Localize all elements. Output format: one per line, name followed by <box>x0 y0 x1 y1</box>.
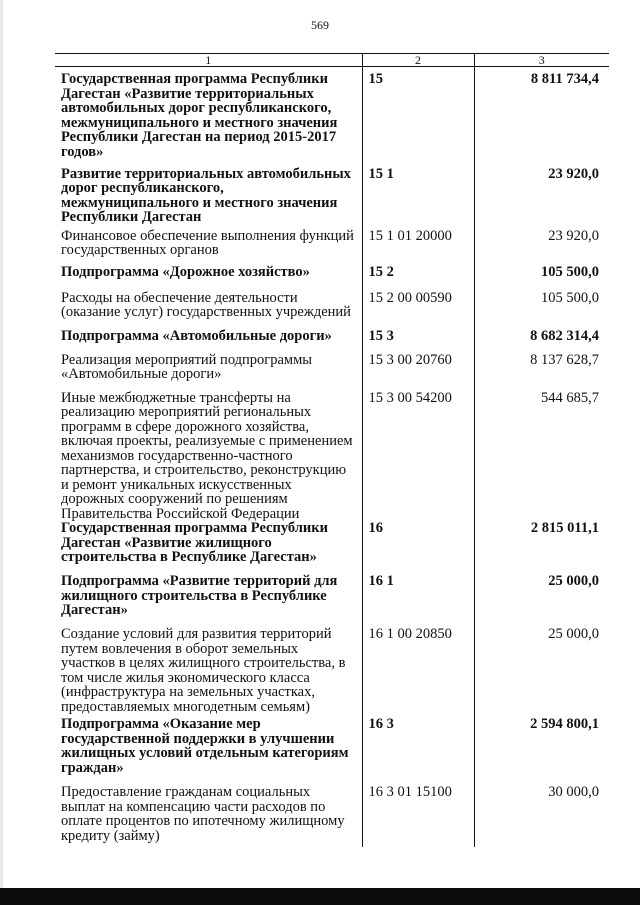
row-code: 15 2 <box>362 265 474 291</box>
row-amount: 544 685,7 <box>541 389 599 406</box>
row-name: Развитие территориальных автомобильных дорог республиканского, межмуниципального и местного значения Республики Дагестан <box>61 165 351 225</box>
header-col-1: 1 <box>55 54 362 67</box>
row-amount: 25 000,0 <box>548 626 599 642</box>
row-amount: 30 000,0 <box>548 784 599 800</box>
row-amount: 23 920,0 <box>548 165 599 182</box>
table-row <box>55 391 609 522</box>
row-amount: 105 500,0 <box>541 289 599 306</box>
row-name: Государственная программа Республики Дагестан «Развитие территориальных автомобильных дорог республиканского, межмуниципального и местного значения Республики Дагестан на период 2015-2017 годов» <box>61 71 338 160</box>
row-name: Подпрограмма «Дорожное хозяйство» <box>61 263 310 280</box>
row-name: Создание условий для развития территорий путем вовлечения в оборот земельных участков в целях жилищного строительства, в том числе жилья экономического класса (инфраструктура на земельных участках, предоставляемых многодетным семьям) <box>61 626 346 715</box>
table-row <box>55 291 609 329</box>
row-code: 16 3 <box>362 717 474 785</box>
row-name: Иные межбюджетные трансферты на реализацию мероприятий региональных программ в сфере дорожного хозяйства, включая проекты, реализуемые с применением механизмов государственно-частного партнерства, и строительство, реконструкцию и ремонт уникальных искусственных дорожных сооружений по решениям Правительства Российской Федерации <box>61 389 353 522</box>
row-amount: 8 682 314,4 <box>530 327 599 344</box>
header-col-2: 2 <box>362 54 474 67</box>
row-name: Реализация мероприятий подпрограммы «Автомобильные дороги» <box>61 351 313 382</box>
row-amount: 2 594 800,1 <box>530 716 599 732</box>
scan-bottom-edge <box>0 888 640 905</box>
row-name: Предоставление гражданам социальных выплат на компенсацию части расходов по оплате процентов по ипотечному жилищному кредиту (займу) <box>61 784 345 844</box>
row-code: 16 1 <box>362 574 474 627</box>
row-code: 16 3 01 15100 <box>362 785 474 847</box>
table-row <box>55 521 609 574</box>
row-name: Подпрограмма «Развитие территорий для жилищного строительства в Республике Дагестан» <box>61 573 338 618</box>
row-code: 15 <box>362 67 474 167</box>
row-name: Финансовое обеспечение выполнения функций государственных органов <box>61 227 354 258</box>
row-name: Подпрограмма «Автомобильные дороги» <box>61 327 332 344</box>
row-code: 15 3 <box>362 329 474 353</box>
row-amount: 25 000,0 <box>548 573 599 589</box>
row-amount: 8 137 628,7 <box>530 351 599 368</box>
row-name: Подпрограмма «Оказание мер государственной поддержки в улучшении жилищных условий отдельным категориям граждан» <box>61 716 349 776</box>
header-col-3: 3 <box>474 54 609 67</box>
table-row <box>55 785 609 847</box>
row-code: 15 1 <box>362 167 474 229</box>
budget-table <box>55 53 609 847</box>
row-name: Расходы на обеспечение деятельности (оказание услуг) государственных учреждений <box>61 289 351 320</box>
table-row <box>55 167 609 229</box>
page-number: 569 <box>311 18 329 32</box>
table-row <box>55 329 609 353</box>
row-amount: 105 500,0 <box>541 263 599 280</box>
table-row <box>55 265 609 291</box>
table-row <box>55 717 609 785</box>
row-code: 16 1 00 20850 <box>362 627 474 717</box>
row-code: 15 3 00 20760 <box>362 353 474 391</box>
row-name: Государственная программа Республики Дагестан «Развитие жилищного строительства в Республике Дагестан» <box>61 520 328 565</box>
table-row <box>55 574 609 627</box>
row-amount: 2 815 011,1 <box>530 520 599 536</box>
row-code: 15 2 00 00590 <box>362 291 474 329</box>
table-row <box>55 627 609 717</box>
table-row <box>55 353 609 391</box>
row-amount: 23 920,0 <box>548 227 599 244</box>
row-code: 16 <box>362 521 474 574</box>
table-row <box>55 67 609 167</box>
row-code: 15 1 01 20000 <box>362 229 474 265</box>
table-row <box>55 229 609 265</box>
table-header-row <box>55 54 609 67</box>
scan-left-edge <box>0 0 3 905</box>
row-code: 15 3 00 54200 <box>362 391 474 522</box>
row-amount: 8 811 734,4 <box>530 71 599 87</box>
